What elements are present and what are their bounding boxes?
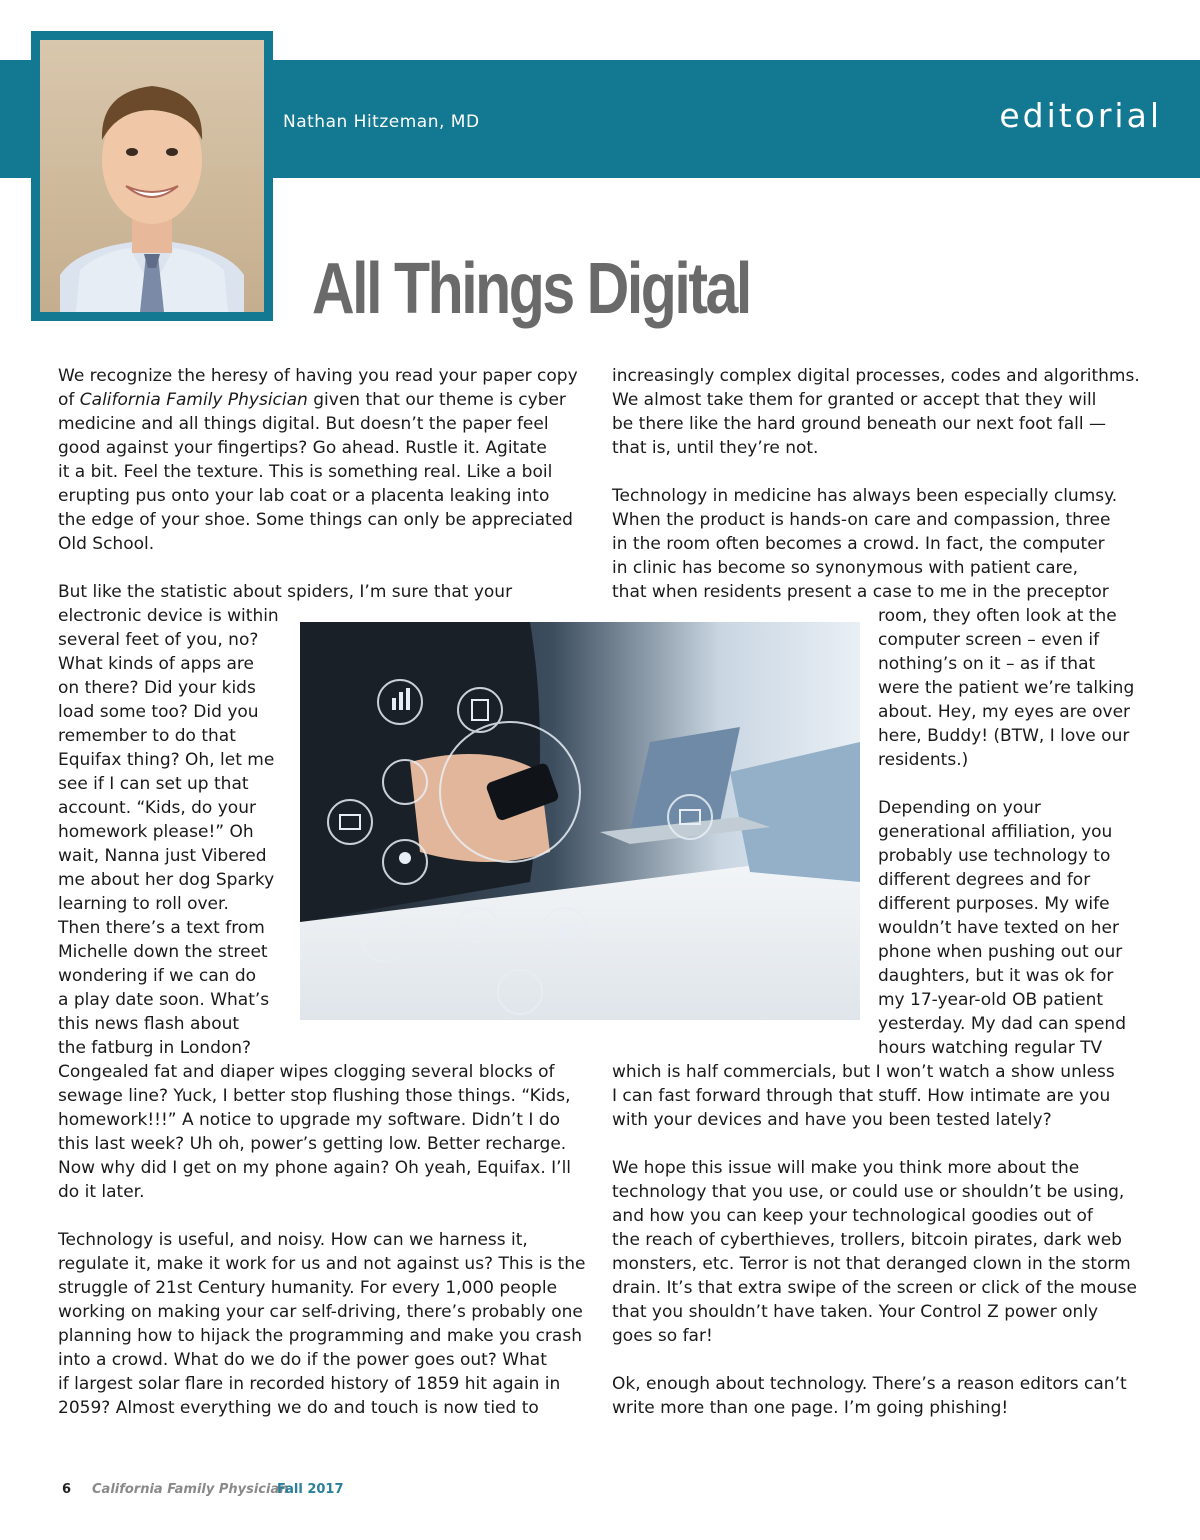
body-line: When the product is hands-on care and compassion, three — [612, 510, 1111, 530]
body-line: monsters, etc. Terror is not that deranged clown in the storm — [612, 1254, 1131, 1274]
issue-label: Fall 2017 — [277, 1482, 344, 1497]
body-line: be there like the hard ground beneath our next foot fall — — [612, 414, 1106, 434]
magazine-name: California Family Physician — [92, 1482, 289, 1497]
body-line: We hope this issue will make you think more about the — [612, 1158, 1080, 1178]
body-line: computer screen – even if — [878, 630, 1100, 650]
body-line: it a bit. Feel the texture. This is something real. Like a boil — [58, 462, 553, 482]
body-line: drain. It’s that extra swipe of the screen or click of the mouse — [612, 1278, 1137, 1298]
body-line: Technology in medicine has always been especially clumsy. — [612, 486, 1118, 506]
body-line: probably use technology to — [878, 846, 1111, 866]
body-line: do it later. — [58, 1182, 145, 1202]
body-line: Then there’s a text from — [58, 918, 265, 938]
body-line: daughters, but it was ok for — [878, 966, 1114, 986]
body-line: good against your fingertips? Go ahead. Rustle it. Agitate — [58, 438, 547, 458]
body-line: goes so far! — [612, 1326, 713, 1346]
body-line: wondering if we can do — [58, 966, 257, 986]
body-line: on there? Did your kids — [58, 678, 256, 698]
page-title: All Things Digital — [312, 249, 750, 329]
body-line: and how you can keep your technological goodies out of — [612, 1206, 1093, 1226]
body-line: sewage line? Yuck, I better stop flushing those things. “Kids, — [58, 1086, 571, 1106]
body-line: Congealed fat and diaper wipes clogging several blocks of — [58, 1062, 555, 1082]
body-line: Depending on your — [878, 798, 1041, 818]
body-line: But like the statistic about spiders, I’m sure that your — [58, 582, 513, 602]
body-line: which is half commercials, but I won’t watch a show unless — [612, 1062, 1115, 1082]
body-line: struggle of 21st Century humanity. For every 1,000 people — [58, 1278, 558, 1298]
body-line: What kinds of apps are — [58, 654, 255, 674]
author-portrait-icon — [40, 40, 264, 312]
body-line: this news flash about — [58, 1014, 240, 1034]
body-line: about. Hey, my eyes are over — [878, 702, 1131, 722]
magazine-title-italic: California Family Physician — [79, 390, 308, 410]
body-line: yesterday. My dad can spend — [878, 1014, 1126, 1034]
body-line: Equifax thing? Oh, let me — [58, 750, 275, 770]
author-name: Nathan Hitzeman, MD — [283, 112, 480, 132]
body-line: learning to roll over. — [58, 894, 229, 914]
body-line: account. “Kids, do your — [58, 798, 256, 818]
body-line: this last week? Uh oh, power’s getting low. Better recharge. — [58, 1134, 567, 1154]
body-line: the fatburg in London? — [58, 1038, 252, 1058]
body-line: load some too? Did you — [58, 702, 259, 722]
body-line: see if I can set up that — [58, 774, 249, 794]
body-line: if largest solar flare in recorded history of 1859 hit again in — [58, 1374, 561, 1394]
body-line: here, Buddy! (BTW, I love our — [878, 726, 1130, 746]
body-line: planning how to hijack the programming and make you crash — [58, 1326, 582, 1346]
body-line: me about her dog Sparky — [58, 870, 275, 890]
body-line: my 17-year-old OB patient — [878, 990, 1104, 1010]
body-line: phone when pushing out our — [878, 942, 1123, 962]
body-line: technology that you use, or could use or shouldn’t be using, — [612, 1182, 1125, 1202]
body-line: wouldn’t have texted on her — [878, 918, 1119, 938]
body-line: Now why did I get on my phone again? Oh yeah, Equifax. I’ll — [58, 1158, 572, 1178]
body-line: into a crowd. What do we do if the power goes out? What — [58, 1350, 547, 1370]
body-line: electronic device is within — [58, 606, 279, 626]
body-line: that you shouldn’t have taken. Your Control Z power only — [612, 1302, 1099, 1322]
body-line: were the patient we’re talking — [878, 678, 1135, 698]
body-line: the edge of your shoe. Some things can only be appreciated — [58, 510, 573, 530]
body-line: nothing’s on it – as if that — [878, 654, 1096, 674]
body-line: Old School. — [58, 534, 155, 554]
body-line: of California Family Physician given that our theme is cyber — [58, 390, 566, 410]
section-label: editorial — [999, 96, 1162, 135]
body-line: We recognize the heresy of having you read your paper copy — [58, 366, 578, 386]
body-line: regulate it, make it work for us and not against us? This is the — [58, 1254, 586, 1274]
body-line: that is, until they’re not. — [612, 438, 819, 458]
body-line: room, they often look at the — [878, 606, 1117, 626]
body-line: generational affiliation, you — [878, 822, 1113, 842]
body-line: different purposes. My wife — [878, 894, 1110, 914]
body-line: homework please!” Oh — [58, 822, 254, 842]
body-line: working on making your car self-driving, there’s probably one — [58, 1302, 583, 1322]
author-photo-frame — [31, 31, 273, 321]
body-line: erupting pus onto your lab coat or a placenta leaking into — [58, 486, 550, 506]
body-line: I can fast forward through that stuff. How intimate are you — [612, 1086, 1111, 1106]
body-line: hours watching regular TV — [878, 1038, 1103, 1058]
body-line: remember to do that — [58, 726, 236, 746]
body-line: write more than one page. I’m going phishing! — [612, 1398, 1009, 1418]
body-line: different degrees and for — [878, 870, 1091, 890]
smartphone-digital-icons-photo-icon — [300, 622, 860, 1020]
body-line: that when residents present a case to me in the preceptor — [612, 582, 1109, 602]
body-line: We almost take them for granted or accept that they will — [612, 390, 1097, 410]
body-line: a play date soon. What’s — [58, 990, 270, 1010]
body-line: with your devices and have you been tested lately? — [612, 1110, 1052, 1130]
body-line: several feet of you, no? — [58, 630, 259, 650]
body-line: the reach of cyberthieves, trollers, bitcoin pirates, dark web — [612, 1230, 1122, 1250]
page-number: 6 — [62, 1482, 72, 1497]
body-line: in clinic has become so synonymous with patient care, — [612, 558, 1079, 578]
body-line: residents.) — [878, 750, 969, 770]
body-line: medicine and all things digital. But doesn’t the paper feel — [58, 414, 549, 434]
body-line: Technology is useful, and noisy. How can we harness it, — [58, 1230, 528, 1250]
body-line: homework!!!” A notice to upgrade my software. Didn’t I do — [58, 1110, 560, 1130]
body-line: wait, Nanna just Vibered — [58, 846, 267, 866]
svg-text:@: @ — [467, 919, 489, 944]
body-line: Ok, enough about technology. There’s a reason editors can’t — [612, 1374, 1127, 1394]
body-line: in the room often becomes a crowd. In fact, the computer — [612, 534, 1105, 554]
body-line: increasingly complex digital processes, codes and algorithms. — [612, 366, 1140, 386]
body-line: Michelle down the street — [58, 942, 268, 962]
body-line: 2059? Almost everything we do and touch is now tied to — [58, 1398, 539, 1418]
